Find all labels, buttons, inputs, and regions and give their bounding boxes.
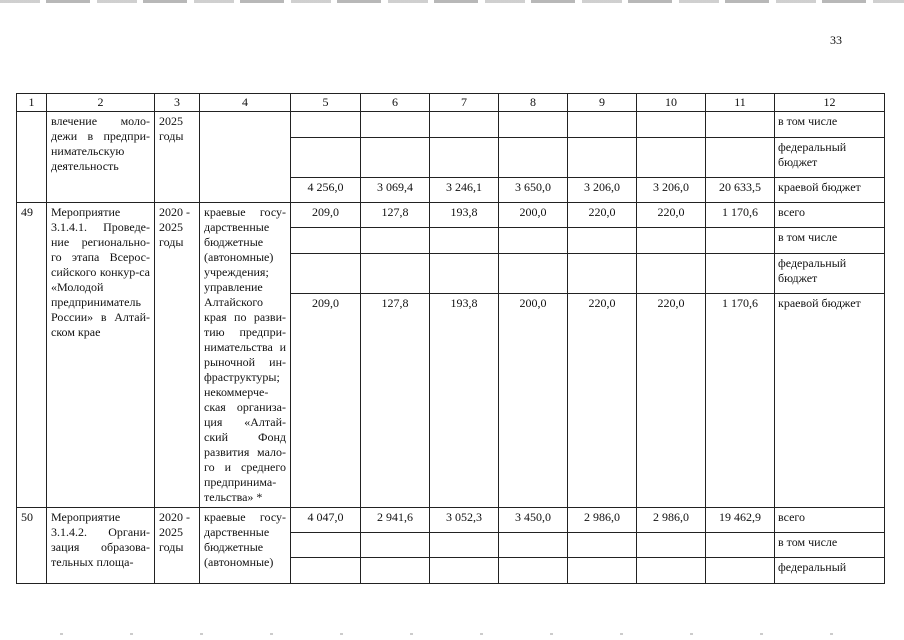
period-cell: 2020 - 2025 годы xyxy=(155,203,200,508)
funding-source-cell: краевой бюджет xyxy=(775,178,885,203)
executor-cell xyxy=(200,112,291,203)
value-cell: 3 650,0 xyxy=(499,178,568,203)
value-cell xyxy=(361,254,430,294)
header-cell: 3 xyxy=(155,94,200,112)
value-cell: 2 986,0 xyxy=(637,508,706,533)
value-cell xyxy=(430,112,499,138)
value-cell xyxy=(706,533,775,558)
value-cell xyxy=(291,533,361,558)
value-cell xyxy=(637,138,706,178)
value-cell xyxy=(706,558,775,584)
value-cell: 1 170,6 xyxy=(706,294,775,508)
value-cell: 4 256,0 xyxy=(291,178,361,203)
value-cell xyxy=(706,112,775,138)
value-cell: 209,0 xyxy=(291,203,361,228)
executor-cell: краевые госу-дарственные бюджетные (автономные) xyxy=(200,508,291,584)
value-cell xyxy=(637,254,706,294)
header-cell: 9 xyxy=(568,94,637,112)
value-cell xyxy=(706,228,775,254)
value-cell xyxy=(430,254,499,294)
value-cell: 220,0 xyxy=(568,294,637,508)
period-cell: 2020 - 2025 годы xyxy=(155,508,200,584)
value-cell xyxy=(499,228,568,254)
value-cell xyxy=(706,254,775,294)
funding-source-cell: всего xyxy=(775,203,885,228)
header-cell: 10 xyxy=(637,94,706,112)
value-cell: 193,8 xyxy=(430,203,499,228)
value-cell xyxy=(568,228,637,254)
value-cell xyxy=(499,254,568,294)
header-cell: 11 xyxy=(706,94,775,112)
funding-source-cell: в том числе xyxy=(775,112,885,138)
value-cell xyxy=(361,138,430,178)
header-cell: 6 xyxy=(361,94,430,112)
funding-source-cell: федеральный бюджет xyxy=(775,138,885,178)
value-cell: 3 206,0 xyxy=(637,178,706,203)
scan-bottom-edge xyxy=(60,633,860,635)
table-row xyxy=(17,203,885,228)
value-cell xyxy=(361,112,430,138)
executor-cell: краевые госу-дарственные бюджетные (автономные) учреждения; управление Алтайского края по разви-тию предпри-нимательства и рыночной ин-фраструктуры; некоммерче-ская организа-ция «Алтай-ский Фонд развития мало-го и среднего предпринима-тельства» * xyxy=(200,203,291,508)
value-cell xyxy=(430,533,499,558)
value-cell: 3 069,4 xyxy=(361,178,430,203)
value-cell xyxy=(499,533,568,558)
value-cell xyxy=(430,138,499,178)
value-cell xyxy=(499,112,568,138)
value-cell xyxy=(706,138,775,178)
value-cell xyxy=(291,228,361,254)
value-cell xyxy=(430,228,499,254)
value-cell xyxy=(637,112,706,138)
value-cell: 220,0 xyxy=(637,294,706,508)
value-cell: 1 170,6 xyxy=(706,203,775,228)
value-cell xyxy=(637,228,706,254)
value-cell xyxy=(291,254,361,294)
value-cell xyxy=(499,558,568,584)
header-row xyxy=(17,94,885,112)
value-cell: 200,0 xyxy=(499,294,568,508)
activity-name-cell: Мероприятие 3.1.4.1. Проведе-ние регионально-го этапа Всерос-сийского конкур-са «Молодой предприниматель России» в Алтай-ском крае xyxy=(47,203,155,508)
row-number-cell xyxy=(17,112,47,203)
header-cell: 1 xyxy=(17,94,47,112)
header-cell: 5 xyxy=(291,94,361,112)
value-cell: 193,8 xyxy=(430,294,499,508)
value-cell: 3 206,0 xyxy=(568,178,637,203)
scan-top-edge xyxy=(0,0,904,3)
header-cell: 2 xyxy=(47,94,155,112)
header-cell: 12 xyxy=(775,94,885,112)
funding-source-cell: федеральный бюджет xyxy=(775,254,885,294)
value-cell: 220,0 xyxy=(568,203,637,228)
header-cell: 4 xyxy=(200,94,291,112)
value-cell xyxy=(361,558,430,584)
value-cell: 2 986,0 xyxy=(568,508,637,533)
value-cell: 20 633,5 xyxy=(706,178,775,203)
value-cell xyxy=(637,533,706,558)
value-cell: 19 462,9 xyxy=(706,508,775,533)
value-cell: 3 052,3 xyxy=(430,508,499,533)
value-cell xyxy=(430,558,499,584)
value-cell: 200,0 xyxy=(499,203,568,228)
value-cell xyxy=(568,138,637,178)
row-number-cell: 50 xyxy=(17,508,47,584)
funding-source-cell: краевой бюджет xyxy=(775,294,885,508)
value-cell: 2 941,6 xyxy=(361,508,430,533)
budget-table xyxy=(16,93,885,584)
value-cell xyxy=(568,558,637,584)
header-cell: 8 xyxy=(499,94,568,112)
funding-source-cell: в том числе xyxy=(775,228,885,254)
value-cell: 3 246,1 xyxy=(430,178,499,203)
value-cell xyxy=(361,228,430,254)
value-cell xyxy=(637,558,706,584)
value-cell: 127,8 xyxy=(361,203,430,228)
funding-source-cell: всего xyxy=(775,508,885,533)
value-cell: 4 047,0 xyxy=(291,508,361,533)
period-cell: 2025 годы xyxy=(155,112,200,203)
table-row xyxy=(17,508,885,533)
value-cell xyxy=(568,112,637,138)
value-cell xyxy=(568,533,637,558)
value-cell: 209,0 xyxy=(291,294,361,508)
funding-source-cell: федеральный xyxy=(775,558,885,584)
value-cell xyxy=(568,254,637,294)
header-cell: 7 xyxy=(430,94,499,112)
value-cell xyxy=(291,112,361,138)
value-cell xyxy=(499,138,568,178)
value-cell: 127,8 xyxy=(361,294,430,508)
value-cell xyxy=(291,138,361,178)
value-cell xyxy=(291,558,361,584)
row-number-cell: 49 xyxy=(17,203,47,508)
activity-name-cell: Мероприятие 3.1.4.2. Органи-зация образова-тельных площа- xyxy=(47,508,155,584)
value-cell: 220,0 xyxy=(637,203,706,228)
funding-source-cell: в том числе xyxy=(775,533,885,558)
value-cell: 3 450,0 xyxy=(499,508,568,533)
table-row xyxy=(17,112,885,138)
activity-name-cell: влечение моло-дежи в предпри-нимательскую деятельность xyxy=(47,112,155,203)
page-number: 33 xyxy=(830,33,842,47)
value-cell xyxy=(361,533,430,558)
